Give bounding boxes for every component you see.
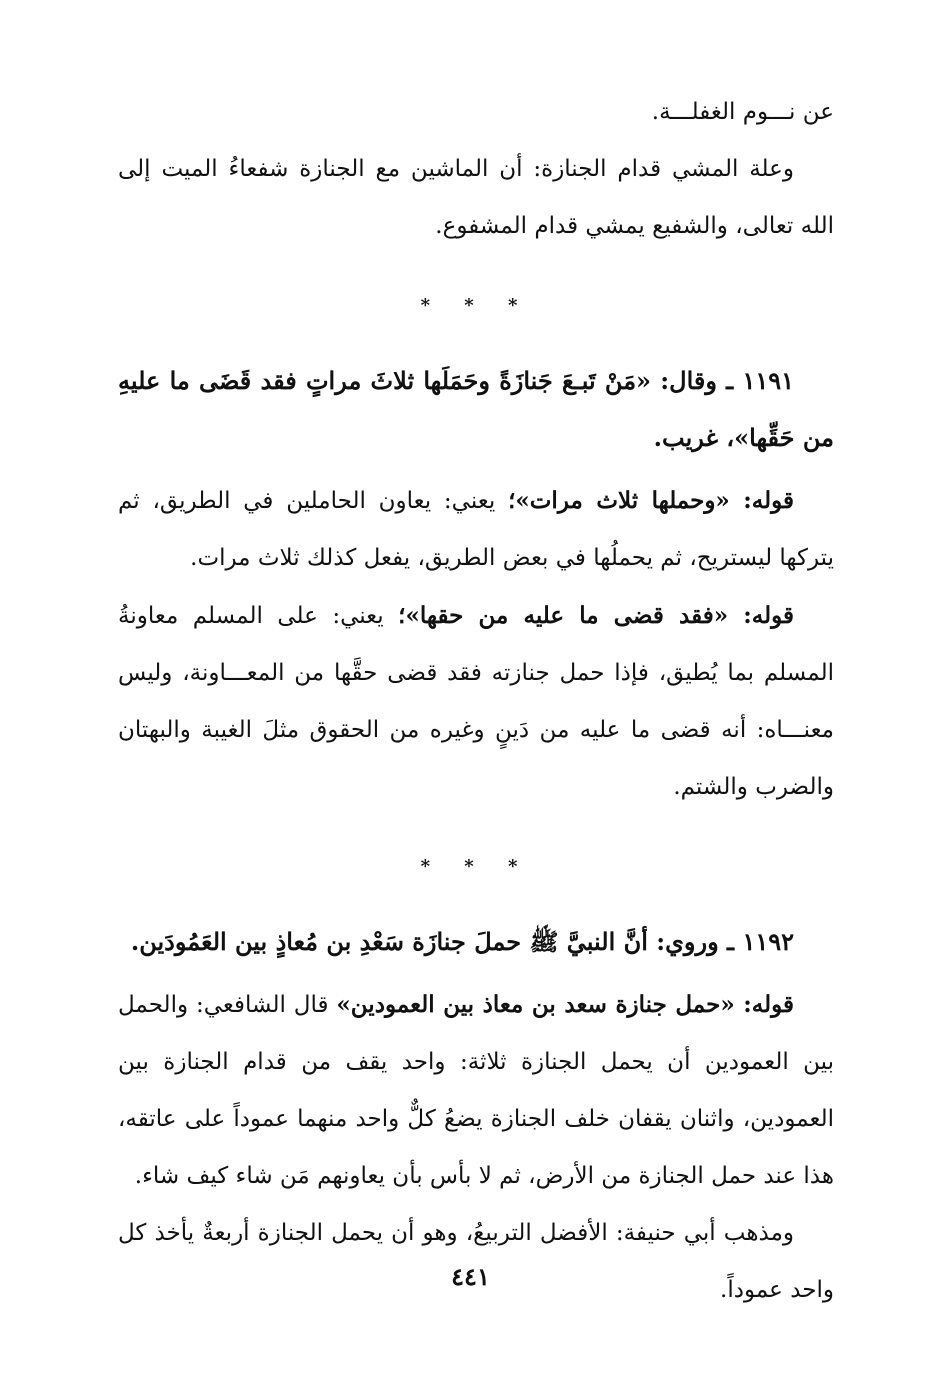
commentary-text: يعني: على المسلم معاونةُ المسلم بما يُطيق، فإذا حمل جنازته فقد قضى حقَّها من المعـــاونة، وليس معنـــاه: أنه قضى ما عليه من دَينٍ وغيره من الحقوق مثلَ الغيبة والبهتان والضرب والشتم.	[118, 603, 834, 800]
hadith-1192: ١١٩٢ ـ وروي: أنَّ النبيَّ ﷺ حملَ جنازَة سَعْدِ بن مُعاذٍ بين العَمُودَين.	[130, 927, 794, 956]
paragraph-reason: وعلة المشي قدام الجنازة: أن الماشين مع الجنازة شفعاءُ الميت إلى الله تعالى، والشفيع يمشي قدام المشفوع.	[118, 156, 834, 239]
commentary-lead: قوله: «حمل جنازة سعد بن معاذ بين العمودين»	[336, 991, 794, 1018]
hadith-1191: ١١٩١ ـ وقال: «مَنْ تَبـعَ جَنازَةً وحَمَلَها ثلاثَ مراتٍ فقد قَضَى ما عليهِ من حَقِّها»، غريب.	[118, 366, 834, 452]
section-separator: * * *	[420, 856, 532, 877]
commentary-lead: قوله: «فقد قضى ما عليه من حقها»؛	[398, 602, 794, 629]
commentary-1191-a	[118, 472, 834, 587]
commentary-lead: قوله: «وحملها ثلاث مرات»؛	[508, 487, 795, 514]
commentary-text: قال الشافعي: والحمل بين العمودين أن يحمل الجنازة ثلاثة: واحد يقف من قدام الجنازة بين العمودين، واثنان يقفان خلف الجنازة يضعُ كلٌّ واحد منهما عموداً على عاتقه، هذا عند حمل الجنازة من الأرض، ثم لا بأس بأن يعاونهم مَن شاء كيف شاء.	[118, 992, 834, 1189]
commentary-1192	[118, 976, 834, 1205]
section-separator: * * *	[420, 295, 532, 316]
page-body	[118, 84, 834, 1319]
paragraph-abu-hanifa: ومذهب أبي حنيفة: الأفضل التربيعُ، وهو أن يحمل الجنازة أربعةٌ يأخذ كل واحد عموداً.	[118, 1220, 834, 1303]
commentary-text: يعني: يعاون الحاملين في الطريق، ثم يتركها ليستريح، ثم يحملُها في بعض الطريق، يفعل كذلك ثلاث مرات.	[118, 488, 834, 571]
page-number: ٤٤١	[451, 1262, 490, 1291]
paragraph-continuation: عن نـــوم الغفلـــة.	[651, 99, 834, 125]
commentary-1191-b	[118, 587, 834, 816]
